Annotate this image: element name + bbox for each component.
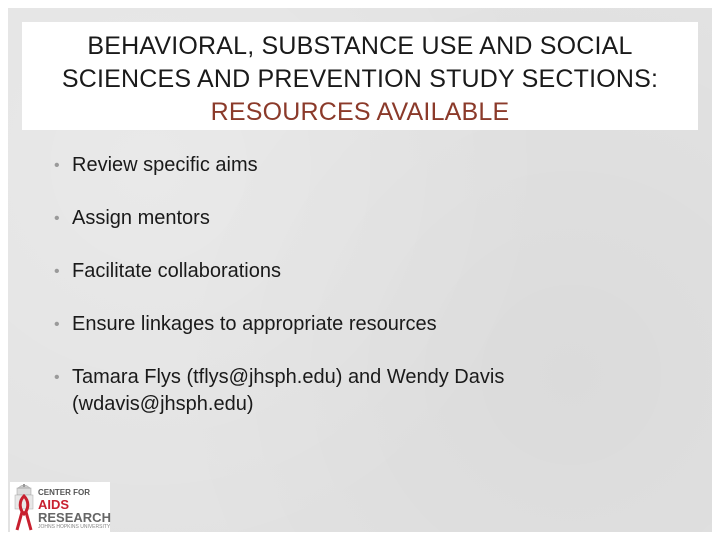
bullet-dot-icon: •	[54, 316, 60, 333]
title-line-1: BEHAVIORAL, SUBSTANCE USE AND SOCIAL	[87, 32, 633, 60]
bullet-item	[48, 152, 668, 179]
logo-line-1: CENTER FOR	[38, 488, 90, 497]
bullet-text: Tamara Flys (tflys@jhsph.edu) and Wendy Davis (wdavis@jhsph.edu)	[72, 366, 505, 415]
slide-title	[22, 22, 698, 130]
slide	[8, 8, 712, 532]
bullet-dot-icon: •	[54, 157, 60, 174]
bullet-text: Assign mentors	[72, 207, 210, 229]
bullet-dot-icon: •	[54, 263, 60, 280]
ribbon-dome-icon	[12, 484, 36, 532]
bullet-item	[48, 364, 668, 418]
title-line-2: SCIENCES AND PREVENTION STUDY SECTIONS:	[61, 65, 659, 93]
logo-line-4: JOHNS HOPKINS UNIVERSITY	[38, 524, 111, 530]
bullet-text: Review specific aims	[72, 154, 258, 176]
logo-line-2: AIDS	[38, 497, 70, 512]
bullet-item	[48, 311, 668, 338]
bullet-list	[48, 152, 668, 444]
bullet-item	[48, 205, 668, 232]
logo-line-3: RESEARCH	[38, 510, 111, 525]
bullet-text: Facilitate collaborations	[72, 260, 281, 282]
bullet-dot-icon: •	[54, 369, 60, 386]
bullet-item	[48, 258, 668, 285]
bullet-dot-icon: •	[54, 210, 60, 227]
logo-text	[38, 487, 111, 531]
bullet-text: Ensure linkages to appropriate resources	[72, 313, 437, 335]
cfar-logo	[10, 482, 110, 534]
title-line-3: RESOURCES AVAILABLE	[210, 98, 510, 126]
